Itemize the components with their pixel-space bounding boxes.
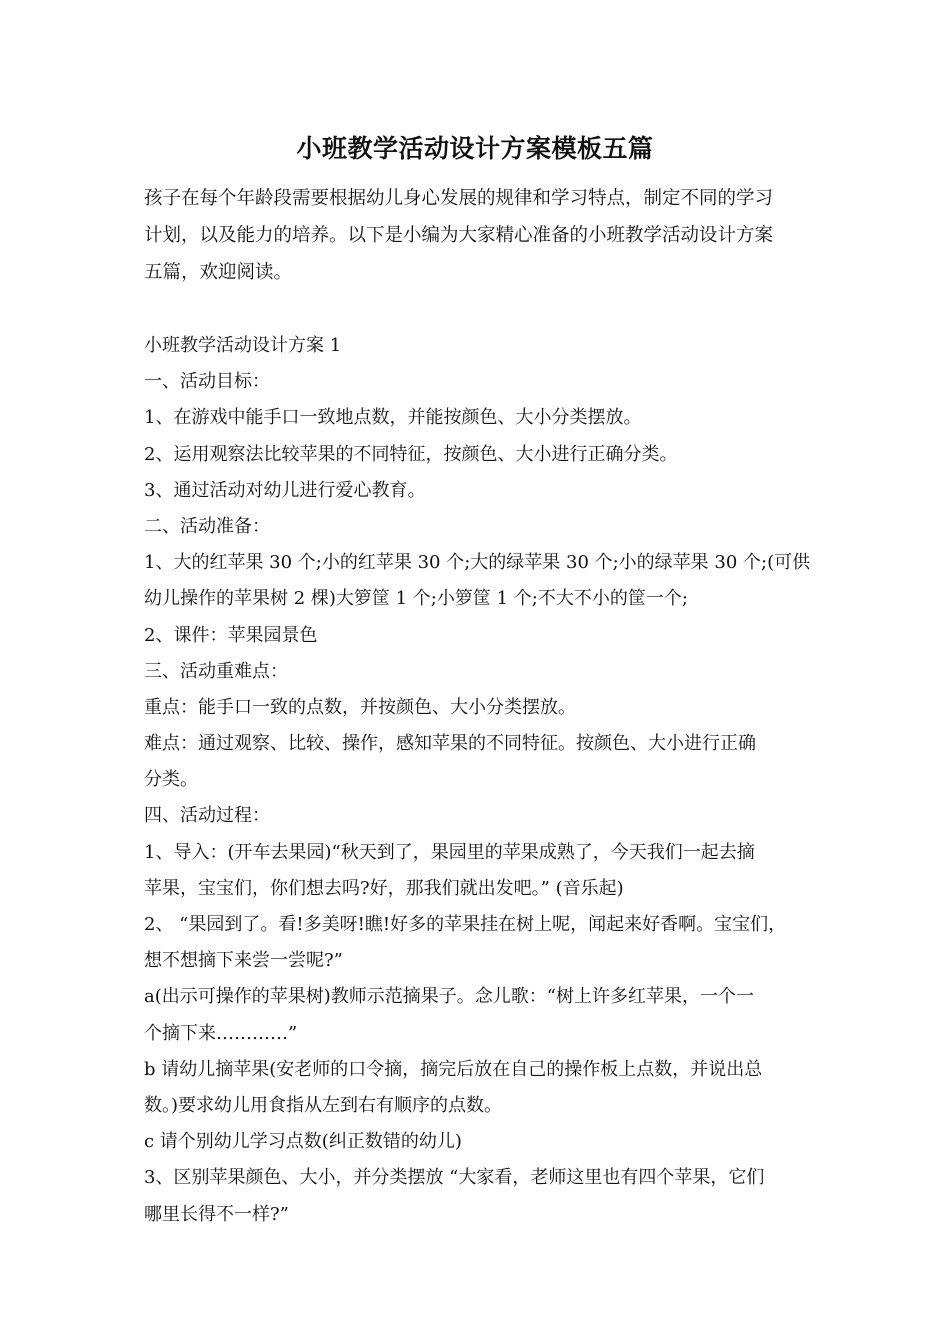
section-heading: 小班教学活动设计方案 1 [144, 335, 342, 356]
subheading: 三、活动重难点： [144, 660, 288, 682]
subheading: 四、活动过程： [144, 805, 270, 827]
intro-line: 计划，以及能力的培养。以下是小编为大家精心准备的小班教学活动设计方案 [144, 225, 774, 246]
text-line: 3、区别苹果颜色、大小，并分类摆放 “大家看，老师这里也有四个苹果，它们 [144, 1167, 765, 1189]
text-line: 个摘下来…………” [144, 1022, 298, 1044]
intro-line: 五篇，欢迎阅读。 [144, 262, 293, 283]
text-line: b 请幼儿摘苹果(安老师的口令摘，摘完后放在自己的操作板上点数，并说出总 [144, 1058, 763, 1080]
document-body [144, 328, 824, 1233]
text-line: 1、导入：(开车去果园)“秋天到了，果园里的苹果成熟了，今天我们一起去摘 [144, 841, 755, 863]
text-line: c 请个别幼儿学习点数(纠正数错的幼儿) [144, 1131, 462, 1153]
text-line: 苹果，宝宝们，你们想去吗?好，那我们就出发吧。” (音乐起) [144, 877, 624, 899]
text-line: 分类。 [144, 769, 198, 791]
text-line: a(出示可操作的苹果树)教师示范摘果子。念儿歌：“树上许多红苹果，一个一 [144, 986, 754, 1008]
text-line: 幼儿操作的苹果树 2 棵)大箩筐 1 个;小箩筐 1 个;不大不小的筐一个; [144, 588, 688, 610]
text-line: 重点：能手口一致的点数，并按颜色、大小分类摆放。 [144, 696, 576, 718]
text-line: 难点：通过观察、比较、操作，感知苹果的不同特征。按颜色、大小进行正确 [144, 733, 756, 755]
text-line: 想不想摘下来尝一尝呢?” [144, 950, 343, 972]
text-line: 数。)要求幼儿用食指从左到右有顺序的点数。 [144, 1094, 503, 1116]
text-line: 2、运用观察法比较苹果的不同特征，按颜色、大小进行正确分类。 [144, 443, 678, 465]
subheading: 二、活动准备： [144, 515, 270, 537]
text-line: 2、 “果园到了。看!多美呀!瞧!好多的苹果挂在树上呢，闻起来好香啊。宝宝们， [144, 914, 787, 935]
text-line: 哪里长得不一样?” [144, 1203, 289, 1225]
text-line: 1、在游戏中能手口一致地点数，并能按颜色、大小分类摆放。 [144, 407, 642, 429]
text-line: 2、课件：苹果园景色 [144, 624, 318, 646]
text-line: 1、大的红苹果 30 个;小的红苹果 30 个;大的绿苹果 30 个;小的绿苹果 30 个;(可供 [144, 552, 811, 574]
subheading: 一、活动目标： [144, 371, 270, 393]
document-title: 小班教学活动设计方案模板五篇 [296, 134, 654, 163]
intro-line: 孩子在每个年龄段需要根据幼儿身心发展的规律和学习特点，制定不同的学习 [144, 188, 774, 209]
intro-paragraph [144, 180, 814, 291]
text-line: 3、通过活动对幼儿进行爱心教育。 [144, 479, 426, 501]
